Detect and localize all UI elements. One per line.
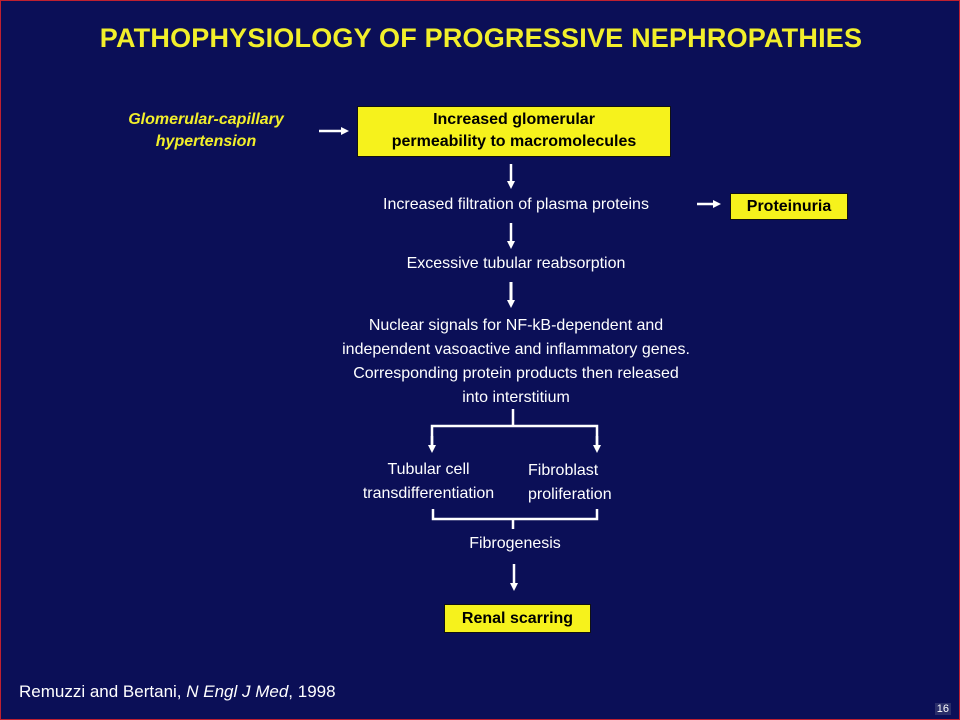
slide-title: PATHOPHYSIOLOGY OF PROGRESSIVE NEPHROPATHIES bbox=[99, 23, 863, 53]
cause-line-1: Glomerular-capillary bbox=[128, 111, 284, 128]
citation-authors: Remuzzi and Bertani, bbox=[19, 682, 187, 701]
renal-scarring-box: Renal scarring bbox=[444, 604, 591, 633]
merge-bracket bbox=[433, 509, 597, 519]
permeability-line-1: Increased glomerular bbox=[433, 111, 595, 128]
proteinuria-box: Proteinuria bbox=[730, 193, 848, 220]
citation bbox=[19, 682, 336, 702]
flow-arrows bbox=[1, 1, 960, 720]
reabsorption-step: Excessive tubular reabsorption bbox=[406, 255, 626, 272]
fibrogenesis-step: Fibrogenesis bbox=[469, 535, 561, 552]
cause-line-2: hypertension bbox=[155, 133, 257, 150]
filtration-step: Increased filtration of plasma proteins bbox=[383, 196, 649, 213]
nuclear-line-4: into interstitium bbox=[462, 389, 570, 406]
fibroblast-line-2: proliferation bbox=[528, 486, 612, 503]
fibroblast-line-1: Fibroblast bbox=[528, 462, 599, 479]
nuclear-line-1: Nuclear signals for NF-kB-dependent and bbox=[368, 317, 664, 334]
split-bracket bbox=[432, 426, 597, 447]
tubular-line-1: Tubular cell bbox=[387, 461, 470, 478]
nuclear-line-2: independent vasoactive and inflammatory genes. bbox=[342, 341, 690, 358]
nuclear-line-3: Corresponding protein products then released bbox=[353, 365, 679, 382]
citation-journal: N Engl J Med bbox=[186, 682, 289, 701]
page-number: 16 bbox=[936, 703, 949, 715]
tubular-line-2: transdifferentiation bbox=[362, 485, 495, 502]
citation-year: , 1998 bbox=[288, 682, 336, 701]
permeability-line-2: permeability to macromolecules bbox=[391, 133, 637, 150]
